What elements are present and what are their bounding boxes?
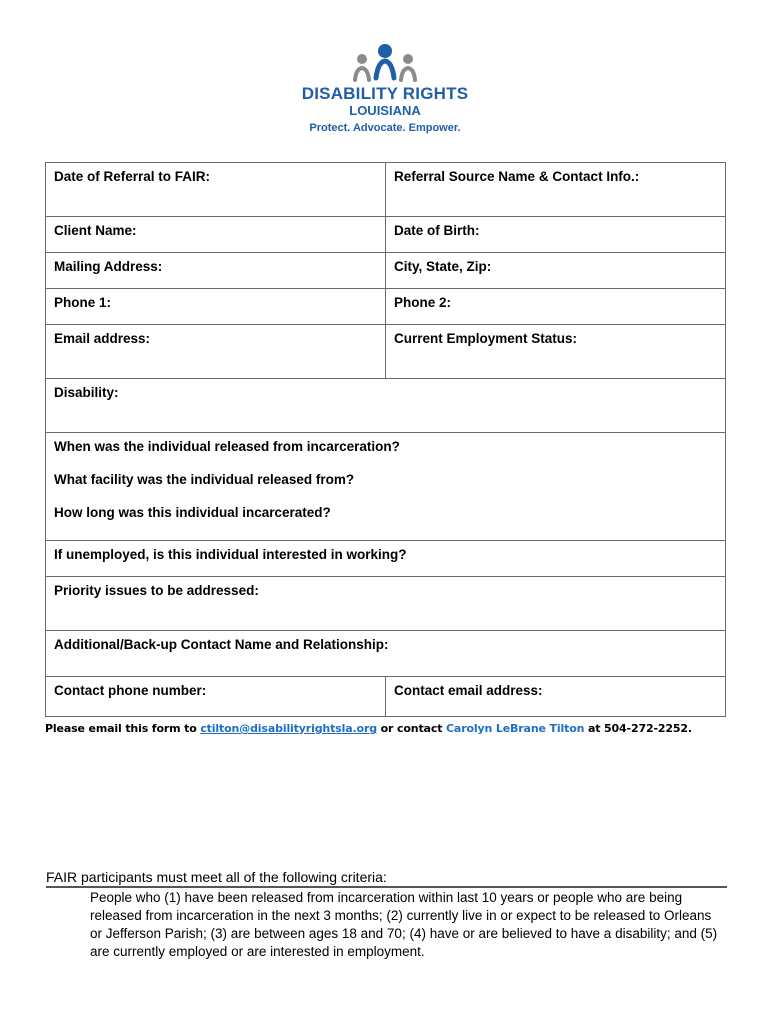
contact-phone-field[interactable] xyxy=(46,677,386,717)
referral-source-field[interactable] xyxy=(386,163,726,217)
contact-email-field[interactable] xyxy=(386,677,726,717)
date-of-birth-field[interactable] xyxy=(386,217,726,253)
date-of-referral-label: Date of Referral to FAIR: xyxy=(54,169,211,184)
criteria-heading: FAIR participants must meet all of the following criteria: xyxy=(46,869,387,885)
contact-person-name: Carolyn LeBrane Tilton xyxy=(446,722,585,735)
employment-status-label: Current Employment Status: xyxy=(394,331,578,346)
people-logo-icon xyxy=(340,42,430,82)
incarceration-questions-field[interactable] xyxy=(46,433,726,541)
how-long-label: How long was this individual incarcerated? xyxy=(54,505,331,520)
phone1-field[interactable] xyxy=(46,289,386,325)
disability-field[interactable] xyxy=(46,379,726,433)
released-when-label: When was the individual released from incarceration? xyxy=(54,439,400,454)
email-field[interactable] xyxy=(46,325,386,379)
referral-form-table xyxy=(45,162,726,717)
submission-suffix: at 504-272-2252. xyxy=(584,722,692,735)
backup-contact-label: Additional/Back-up Contact Name and Relationship: xyxy=(54,637,389,652)
submission-middle: or contact xyxy=(376,722,446,735)
date-of-birth-label: Date of Birth: xyxy=(394,223,480,238)
phone1-label: Phone 1: xyxy=(54,295,112,310)
city-state-zip-field[interactable] xyxy=(386,253,726,289)
phone2-field[interactable] xyxy=(386,289,726,325)
mailing-address-label: Mailing Address: xyxy=(54,259,163,274)
criteria-divider xyxy=(46,886,727,888)
priority-issues-label: Priority issues to be addressed: xyxy=(54,583,259,598)
backup-contact-field[interactable] xyxy=(46,631,726,677)
facility-label: What facility was the individual released from? xyxy=(54,472,355,487)
contact-email-label: Contact email address: xyxy=(394,683,543,698)
phone2-label: Phone 2: xyxy=(394,295,452,310)
contact-phone-label: Contact phone number: xyxy=(54,683,207,698)
submission-prefix: Please email this form to xyxy=(45,722,201,735)
logo-tagline: Protect. Advocate. Empower. xyxy=(309,122,461,134)
mailing-address-field[interactable] xyxy=(46,253,386,289)
client-name-field[interactable] xyxy=(46,217,386,253)
logo-subname: LOUISIANA xyxy=(349,103,421,118)
referral-source-label: Referral Source Name & Contact Info.: xyxy=(394,169,640,184)
client-name-label: Client Name: xyxy=(54,223,137,238)
submission-email-link[interactable]: ctilton@disabilityrightsla.org xyxy=(200,722,377,735)
disability-label: Disability: xyxy=(54,385,119,400)
interested-working-field[interactable] xyxy=(46,541,726,577)
email-label: Email address: xyxy=(54,331,151,346)
date-of-referral-field[interactable] xyxy=(46,163,386,217)
organization-logo xyxy=(280,42,490,148)
submission-instructions xyxy=(45,722,692,735)
employment-status-field[interactable] xyxy=(386,325,726,379)
interested-working-label: If unemployed, is this individual interested in working? xyxy=(54,547,407,562)
priority-issues-field[interactable] xyxy=(46,577,726,631)
criteria-body: People who (1) have been released from incarceration within last 10 years or people who are being released from incarceration in the next 3 months; (2) currently live in or expect to be released to Orleans or Jefferson Parish; (3) are between ages 18 and 70; (4) have or are believed to have a disability; and (5) are currently employed or are interested in employment. xyxy=(90,890,718,959)
logo-name: DISABILITY RIGHTS xyxy=(301,84,469,103)
city-state-zip-label: City, State, Zip: xyxy=(394,259,492,274)
